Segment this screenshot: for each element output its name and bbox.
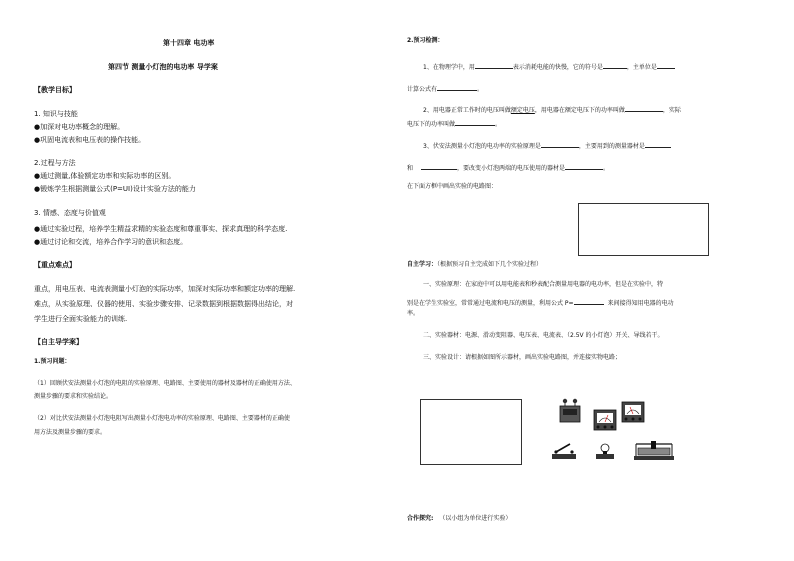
circuit-drawing-box[interactable] xyxy=(578,203,709,256)
check-q2-line1: 2、用电器正常工作时的电压叫做额定电压，用电器在额定电压下的功率叫做 ，实际 xyxy=(423,104,681,114)
section-title: 第四节 测量小灯泡的电功率 导学案 xyxy=(108,63,218,71)
check-q3-line2: 和 ，要改变小灯泡两端的电压使用的器材是 。 xyxy=(407,162,609,172)
blank[interactable] xyxy=(645,140,671,148)
goal1-item: ●加深对电功率概念的理解。 xyxy=(34,123,125,131)
preview-title: 1.预习问题： xyxy=(34,358,71,365)
key-heading: 【重点难点】 xyxy=(34,261,76,269)
check-q1-line1: 1、在物理学中，用 表示消耗电能的快慢，它的符号是 ，主单位是 xyxy=(423,61,675,71)
self-study-label: 自主学习： xyxy=(407,261,438,268)
circuit-design-box[interactable] xyxy=(420,399,522,465)
goal3-item: ●通过讨论和交流，培养合作学习的意识和态度。 xyxy=(34,238,188,246)
self-study-note: （根据预习自主完成如下几个实验过程） xyxy=(437,261,543,268)
coop-label: 合作探究: xyxy=(407,515,434,522)
blank[interactable] xyxy=(625,104,663,112)
rheostat-icon xyxy=(634,441,674,460)
self-study-line xyxy=(407,262,542,268)
power-supply-icon xyxy=(560,399,580,422)
self-study-heading: 【自主导学案】 xyxy=(34,338,83,346)
key-line: 重点，用电压表、电流表测量小灯泡的实际功率，加深对实际功率和额定功率的理解. xyxy=(34,285,296,293)
check-title: 2.预习检测： xyxy=(407,37,444,44)
blank[interactable] xyxy=(437,83,477,91)
ammeter-icon xyxy=(594,410,616,430)
key-line: 难点，从实验原理、仪器的使用、实验步骤安排、记录数据到根据数据得出结论，对 xyxy=(34,300,293,308)
key-line: 学生进行全面实验能力的训练. xyxy=(34,315,128,323)
question-line: 用方法及测量步骤的要求。 xyxy=(34,429,107,436)
blank[interactable] xyxy=(565,162,603,170)
goal2-item: ●锻炼学生根据测量公式(P=UI)设计实验方法的能力 xyxy=(34,185,196,193)
goal1-item: ●巩固电流表和电压表的操作技能。 xyxy=(34,136,146,144)
goal2-title: 2.过程与方法 xyxy=(34,159,76,167)
blank[interactable] xyxy=(574,297,604,305)
switch-icon xyxy=(552,444,576,459)
question-line: 测量步骤的要求和实验结论。 xyxy=(34,393,113,400)
question-line: （2）对比伏安法测量小灯泡电阻写出测量小灯泡电功率的实验原理、电路图、主要器材的正确使 xyxy=(34,415,290,422)
goal2-item: ●通过测量,体验额定功率和实际功率的区别。 xyxy=(34,172,176,180)
check-q2-line2: 电压下的功率叫做 。 xyxy=(407,118,501,128)
blank[interactable] xyxy=(603,61,627,69)
question-line: （1）回顾伏安法测量小灯泡的电阻的实验原理、电路图、主要使用的器材及器材的正确使用方法、 xyxy=(34,380,296,387)
principle-line2: 别是在学生实验室，常常通过电流和电压的测量，利用公式 P= 来间接得知用电器的电功 xyxy=(407,297,674,307)
equipment-line: 二、实验器材：电源、滑动变阻器、电压表、电流表、（2.5V 的小灯泡）开关、导线若干。 xyxy=(423,332,664,339)
lab-equipment-illustration xyxy=(548,396,680,470)
design-line: 三、实验设计：请根据如图所示器材，画出实验电路图，并连接实物电路； xyxy=(423,354,622,361)
goal3-title: 3. 情感、态度与价值观 xyxy=(34,209,106,217)
goal1-title: 1. 知识与技能 xyxy=(34,110,78,118)
blank[interactable] xyxy=(455,118,495,126)
blank[interactable] xyxy=(475,61,513,69)
voltmeter-icon xyxy=(622,402,644,422)
coop-note: （以小组为单位进行实验） xyxy=(439,515,512,522)
check-q3-line1: 3、伏安法测量小灯泡的电功率的实验原理是 ，主要用到的测量器材是 xyxy=(423,140,671,150)
blank[interactable] xyxy=(657,61,675,69)
chapter-title: 第十四章 电功率 xyxy=(163,39,215,47)
bulb-icon xyxy=(596,444,614,459)
blank[interactable] xyxy=(541,140,579,148)
principle-line: 一、实验原理：在家庭中可以用电能表和秒表配合测量用电器的电功率，但是在实验中，特 xyxy=(423,281,664,288)
check-q1-line2: 计算公式有 。 xyxy=(407,83,483,93)
coop-line xyxy=(407,516,511,522)
principle-end: 率。 xyxy=(407,310,420,317)
goals-heading: 【教学目标】 xyxy=(34,86,76,94)
blank[interactable] xyxy=(421,162,457,170)
goal3-item: ●通过实验过程，培养学生精益求精的实验态度和尊重事实、探求真理的科学态度. xyxy=(34,225,288,233)
draw-prompt: 在下面方框中画出实验的电路图： xyxy=(407,183,498,190)
